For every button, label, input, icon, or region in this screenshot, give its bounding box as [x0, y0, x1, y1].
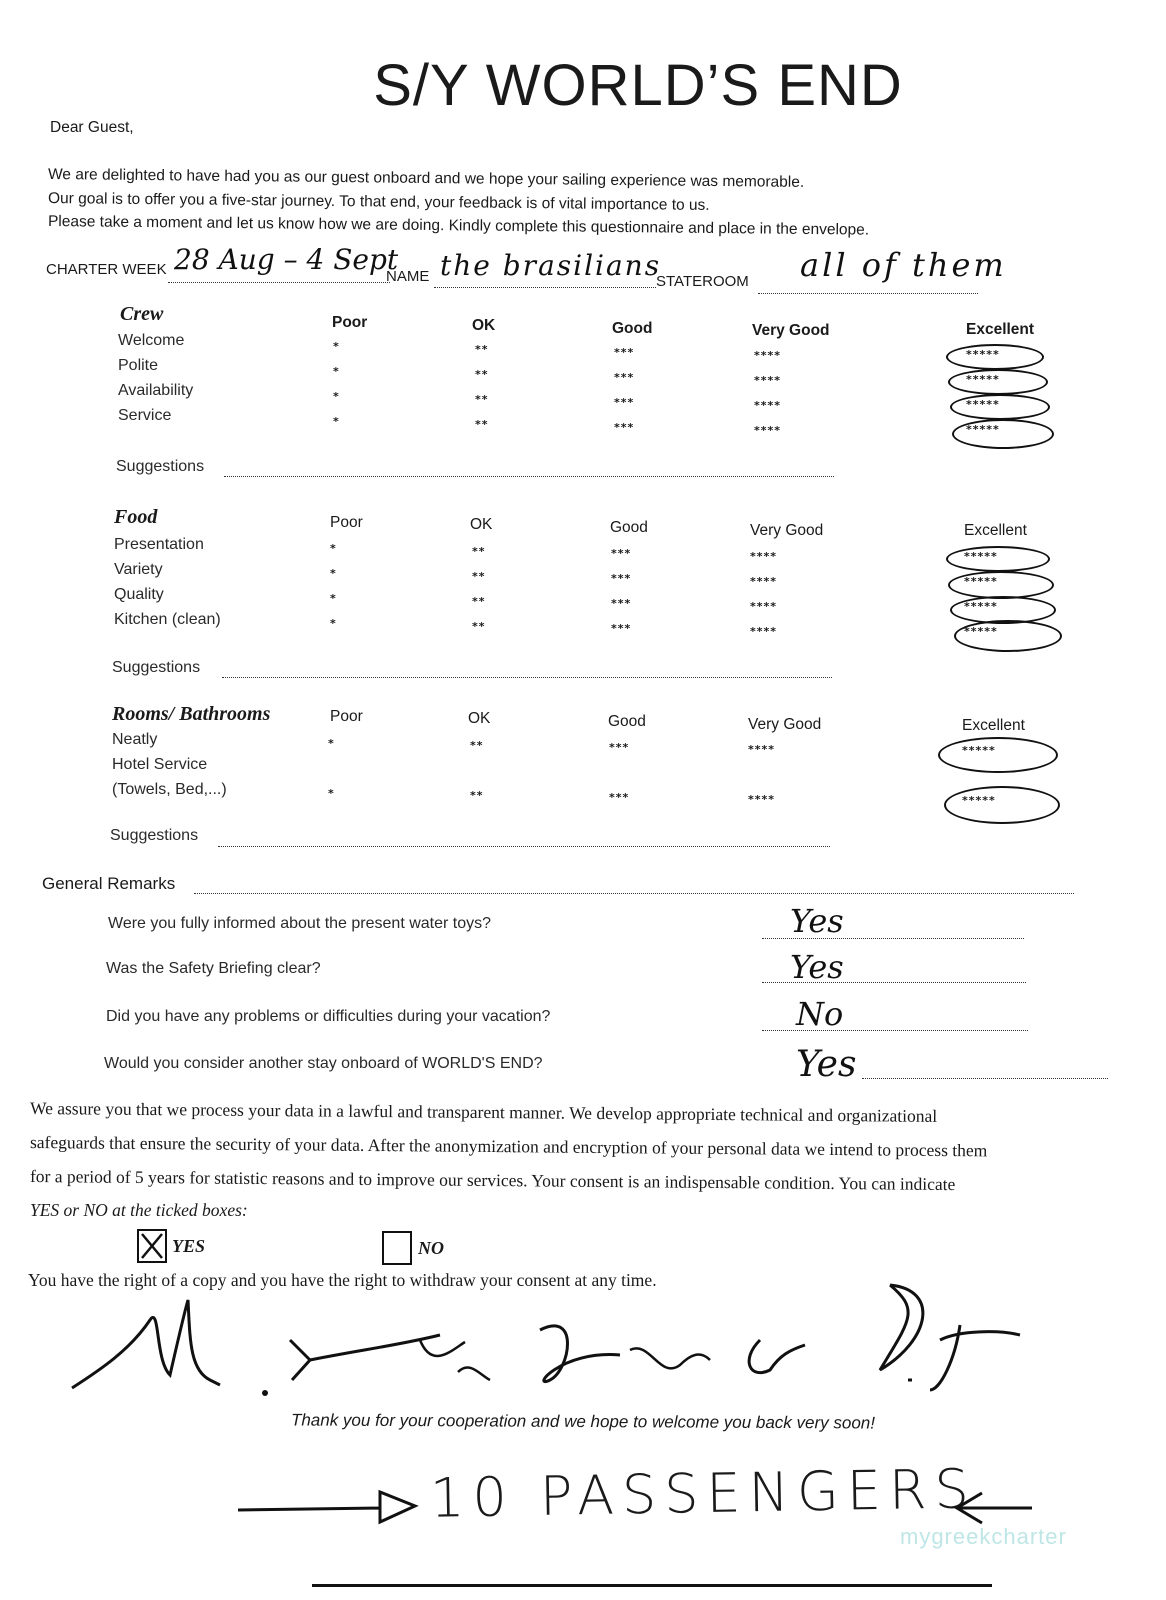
charter-week-value[interactable]: 28 Aug – 4 Sept [174, 243, 399, 276]
rating-1-star[interactable]: * [330, 617, 337, 630]
underline [312, 1584, 992, 1587]
answer-safety-briefing[interactable]: Yes [790, 948, 844, 986]
crew-section-title: Crew [120, 303, 164, 325]
selection-circle [946, 344, 1044, 370]
food-header-excellent: Excellent [964, 522, 1027, 539]
rating-4-star[interactable]: **** [750, 575, 778, 588]
general-remarks-label: General Remarks [42, 874, 176, 893]
passengers-note[interactable]: 10 PASSENGERS [429, 1457, 978, 1530]
rating-3-star[interactable]: *** [614, 346, 635, 359]
question-water-toys: Were you fully informed about the present water toys? [108, 915, 492, 932]
thank-you-message: Thank you for your cooperation and we hope to welcome you back very soon! [290, 1410, 876, 1433]
crew-suggestions-line[interactable] [224, 476, 834, 477]
rooms-header-poor: Poor [330, 708, 363, 725]
rating-2-star[interactable]: ** [475, 368, 489, 381]
rating-1-star[interactable]: * [333, 415, 340, 428]
page-title: S/Y WORLD’S END [373, 53, 903, 118]
rating-3-star[interactable]: *** [609, 791, 630, 804]
signatures-handwritten [60, 1280, 1060, 1430]
general-remarks-line[interactable] [194, 893, 1074, 894]
rating-3-star[interactable]: *** [611, 622, 632, 635]
name-label: NAME [386, 268, 430, 285]
crew-item-polite: Polite [118, 357, 159, 374]
intro-line-1: We are delighted to have had you as our guest onboard and we hope your sailing experience was memorable. [47, 166, 805, 191]
consent-rights: You have the right of a copy and you have the right to withdraw your consent at any time. [28, 1270, 657, 1290]
crew-suggestions-label: Suggestions [116, 458, 205, 475]
rating-5-star[interactable]: ***** [966, 373, 1000, 386]
crew-header-very-good: Very Good [752, 322, 830, 339]
rating-3-star[interactable]: *** [611, 597, 632, 610]
rooms-item-hotel-service: Hotel Service [112, 756, 208, 773]
charter-week-label: CHARTER WEEK [46, 261, 167, 278]
selection-circle [948, 369, 1048, 395]
arrow-icon [230, 1480, 420, 1540]
rating-2-star[interactable]: ** [472, 570, 486, 583]
food-suggestions-line[interactable] [222, 677, 832, 678]
rating-5-star[interactable]: ***** [964, 575, 998, 588]
rooms-suggestions-label: Suggestions [110, 827, 199, 844]
food-section-title: Food [114, 506, 158, 528]
selection-circle [950, 394, 1050, 420]
rating-1-star[interactable]: * [330, 542, 337, 555]
rooms-header-good: Good [608, 713, 646, 730]
rooms-header-ok: OK [468, 710, 491, 727]
rating-2-star[interactable]: ** [470, 789, 484, 802]
consent-no-label: NO [418, 1238, 444, 1258]
answer-line-4 [862, 1078, 1108, 1079]
stateroom-label: STATEROOM [656, 273, 749, 290]
crew-item-availability: Availability [118, 382, 194, 399]
name-line [434, 287, 656, 288]
rating-4-star[interactable]: **** [754, 374, 782, 387]
rating-3-star[interactable]: *** [614, 396, 635, 409]
rating-4-star[interactable]: **** [754, 399, 782, 412]
answer-another-stay[interactable]: Yes [796, 1044, 857, 1085]
rating-4-star[interactable]: **** [754, 349, 782, 362]
rating-4-star[interactable]: **** [748, 793, 776, 806]
question-safety-briefing: Was the Safety Briefing clear? [106, 960, 321, 977]
rating-1-star[interactable]: * [330, 592, 337, 605]
rooms-item-towels-bed: (Towels, Bed,...) [112, 781, 227, 798]
rating-5-star[interactable]: ***** [966, 348, 1000, 361]
watermark: mygreekcharter [900, 1524, 1067, 1549]
intro-line-3: Please take a moment and let us know how we are doing. Kindly complete this questionnaire and place in the envelope. [47, 213, 870, 239]
food-header-good: Good [610, 519, 648, 536]
greeting: Dear Guest, [50, 119, 134, 136]
crew-item-welcome: Welcome [118, 332, 185, 349]
charter-week-line [168, 282, 390, 283]
stateroom-value[interactable]: all of them [800, 246, 1007, 284]
arrow-left-icon [952, 1488, 1042, 1528]
selection-circle [946, 546, 1050, 572]
rating-2-star[interactable]: ** [475, 418, 489, 431]
rooms-header-excellent: Excellent [962, 717, 1025, 734]
rating-5-star[interactable]: ***** [966, 423, 1000, 436]
rating-5-star[interactable]: ***** [964, 625, 998, 638]
rating-5-star[interactable]: ***** [964, 550, 998, 563]
consent-line-3: for a period of 5 years for statistic reasons and to improve our services. Your consent is an indispensable condition. You can indicate [29, 1166, 956, 1195]
name-value[interactable]: the brasilians [440, 249, 662, 282]
rating-1-star[interactable]: * [328, 737, 335, 750]
rating-3-star[interactable]: *** [614, 421, 635, 434]
consent-line-2: safeguards that ensure the security of your data. After the anonymization and encryption of your personal data we intend to process them [29, 1132, 988, 1161]
stateroom-line [758, 293, 978, 294]
rating-4-star[interactable]: **** [754, 424, 782, 437]
food-suggestions-label: Suggestions [112, 659, 201, 676]
rating-1-star[interactable]: * [328, 787, 335, 800]
rating-4-star[interactable]: **** [748, 743, 776, 756]
rating-3-star[interactable]: *** [614, 371, 635, 384]
rating-2-star[interactable]: ** [472, 620, 486, 633]
rating-1-star[interactable]: * [330, 567, 337, 580]
check-x-icon [139, 1231, 165, 1261]
selection-circle [952, 419, 1054, 449]
question-another-stay: Would you consider another stay onboard of WORLD'S END? [104, 1055, 543, 1072]
crew-header-ok: OK [472, 317, 496, 334]
rooms-header-very-good: Very Good [748, 716, 822, 733]
rating-5-star[interactable]: ***** [966, 398, 1000, 411]
food-header-ok: OK [470, 516, 493, 533]
food-header-very-good: Very Good [750, 522, 824, 539]
food-item-presentation: Presentation [114, 536, 204, 553]
food-item-quality: Quality [114, 586, 164, 603]
food-header-poor: Poor [330, 514, 363, 531]
rating-5-star[interactable]: ***** [962, 744, 996, 757]
crew-header-poor: Poor [332, 314, 368, 331]
rating-1-star[interactable]: * [333, 340, 340, 353]
rating-2-star[interactable]: ** [475, 343, 489, 356]
consent-line-1: We assure you that we process your data in a lawful and transparent manner. We develop appropriate technical and organizational [29, 1098, 938, 1126]
rating-3-star[interactable]: *** [609, 741, 630, 754]
rating-2-star[interactable]: ** [472, 595, 486, 608]
selection-circle [954, 620, 1062, 652]
rating-1-star[interactable]: * [333, 390, 340, 403]
consent-yes-label: YES [172, 1236, 206, 1256]
answer-water-toys[interactable]: Yes [790, 902, 844, 940]
answer-problems[interactable]: No [796, 995, 844, 1033]
intro-line-2: Our goal is to offer you a five-star journey. To that end, your feedback is of vital importance to us. [47, 190, 710, 214]
selection-circle [944, 786, 1060, 824]
rating-4-star[interactable]: **** [750, 550, 778, 563]
rooms-section-title: Rooms/ Bathrooms [112, 703, 271, 725]
crew-item-service: Service [118, 407, 172, 424]
consent-line-4: YES or NO at the ticked boxes: [30, 1200, 248, 1220]
rating-4-star[interactable]: **** [750, 600, 778, 613]
rating-3-star[interactable]: *** [611, 547, 632, 560]
rating-5-star[interactable]: ***** [962, 794, 996, 807]
consent-yes-checkbox[interactable] [137, 1229, 167, 1263]
rating-2-star[interactable]: ** [470, 739, 484, 752]
question-problems: Did you have any problems or difficulties during your vacation? [106, 1008, 551, 1025]
rating-2-star[interactable]: ** [475, 393, 489, 406]
rooms-suggestions-line[interactable] [218, 846, 830, 847]
rooms-item-neatly: Neatly [112, 731, 158, 748]
consent-no-checkbox[interactable] [382, 1231, 412, 1265]
rating-2-star[interactable]: ** [472, 545, 486, 558]
selection-circle [948, 571, 1054, 599]
selection-circle [938, 737, 1058, 773]
food-item-variety: Variety [114, 561, 163, 578]
rating-3-star[interactable]: *** [611, 572, 632, 585]
crew-header-good: Good [612, 320, 653, 337]
crew-header-excellent: Excellent [966, 321, 1035, 338]
rating-4-star[interactable]: **** [750, 625, 778, 638]
rating-1-star[interactable]: * [333, 365, 340, 378]
rating-5-star[interactable]: ***** [964, 600, 998, 613]
food-item-kitchen: Kitchen (clean) [114, 611, 221, 628]
